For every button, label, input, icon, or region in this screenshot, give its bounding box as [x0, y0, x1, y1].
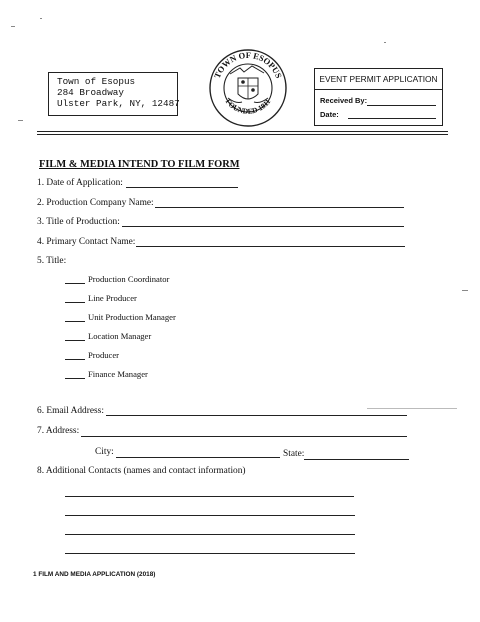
permit-date-field[interactable]	[348, 118, 436, 119]
checkbox-line[interactable]	[65, 359, 85, 360]
scan-speck	[462, 290, 468, 291]
scan-speck	[367, 408, 457, 409]
additional-contact-line-2[interactable]	[65, 515, 355, 516]
svg-text:TOWN OF ESOPUS	[212, 50, 284, 80]
title-question-label: 5. Title:	[37, 256, 67, 266]
scan-speck	[11, 26, 15, 27]
state-label: State:	[283, 449, 305, 459]
town-seal-icon	[208, 48, 288, 128]
address-line-2: 284 Broadway	[57, 87, 124, 98]
additional-contact-line-4[interactable]	[65, 553, 355, 554]
scan-speck	[384, 42, 386, 43]
seal-bottom-text: FOUNDED 1811	[223, 97, 273, 116]
date-of-application-label: 1. Date of Application:	[37, 178, 123, 188]
seal-top-text: TOWN OF ESOPUS	[211, 49, 285, 80]
address-label: 7. Address:	[37, 426, 80, 436]
option-finance-manager: Finance Manager	[88, 369, 148, 379]
header-rule-top	[37, 131, 448, 132]
address-line-1: Town of Esopus	[57, 76, 136, 87]
page-footer: 1 FILM AND MEDIA APPLICATION (2018)	[33, 571, 156, 578]
production-title-label: 3. Title of Production:	[37, 217, 120, 227]
permit-date-label: Date:	[320, 110, 339, 119]
received-by-label: Received By:	[320, 96, 368, 105]
checkbox-line[interactable]	[65, 378, 85, 379]
state-field[interactable]	[304, 459, 409, 460]
checkbox-line[interactable]	[65, 283, 85, 284]
primary-contact-field[interactable]	[136, 246, 405, 247]
production-company-field[interactable]	[155, 207, 404, 208]
address-line-3: Ulster Park, NY, 12487	[57, 98, 180, 109]
scan-speck	[40, 18, 42, 19]
option-unit-production-manager: Unit Production Manager	[88, 312, 176, 322]
form-title: FILM & MEDIA INTEND TO FILM FORM	[39, 159, 240, 170]
event-permit-box	[314, 68, 443, 126]
additional-contact-line-3[interactable]	[65, 534, 355, 535]
checkbox-line[interactable]	[65, 321, 85, 322]
divider	[315, 89, 442, 90]
production-company-label: 2. Production Company Name:	[37, 198, 154, 208]
email-label: 6. Email Address:	[37, 406, 104, 416]
header-rule-bottom	[37, 134, 448, 135]
city-field[interactable]	[116, 457, 280, 458]
town-seal	[208, 48, 288, 128]
option-location-manager: Location Manager	[88, 331, 152, 341]
checkbox-line[interactable]	[65, 340, 85, 341]
production-title-field[interactable]	[122, 226, 404, 227]
additional-contacts-label: 8. Additional Contacts (names and contact information)	[37, 466, 246, 476]
date-of-application-field[interactable]	[126, 187, 238, 188]
checkbox-line[interactable]	[65, 302, 85, 303]
option-production-coordinator: Production Coordinator	[88, 274, 170, 284]
scan-speck	[18, 120, 23, 121]
permit-box-title: EVENT PERMIT APPLICATION	[319, 74, 438, 84]
email-field[interactable]	[106, 415, 407, 416]
option-producer: Producer	[88, 350, 120, 360]
address-box	[48, 72, 178, 116]
address-field[interactable]	[81, 436, 407, 437]
option-line-producer: Line Producer	[88, 293, 137, 303]
city-label: City:	[95, 447, 114, 457]
received-by-field[interactable]	[367, 105, 436, 106]
additional-contact-line-1[interactable]	[65, 496, 354, 497]
primary-contact-label: 4. Primary Contact Name:	[37, 237, 136, 247]
